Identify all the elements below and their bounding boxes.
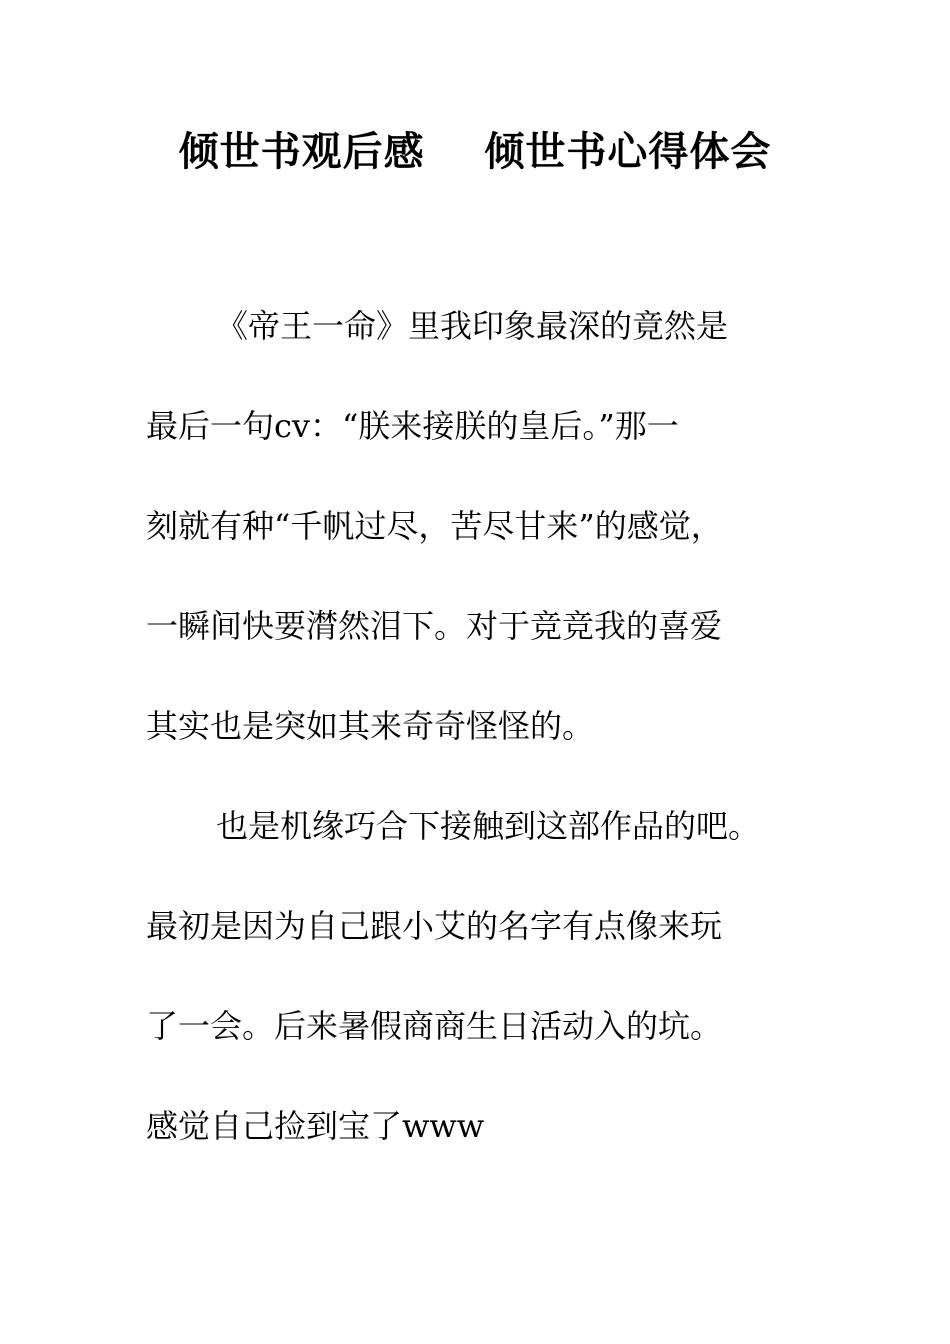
paragraph-1-line-1: 《帝王一命》里我印象最深的竟然是 [216,307,729,345]
document-title: 倾世书观后感 倾世书心得体会 [178,129,772,175]
paragraph-2-line-2: 最初是因为自己跟小艾的名字有点像来玩 [146,907,723,945]
paragraph-1-line-2: 最后一句cv：“朕来接朕的皇后。”那一 [146,407,679,445]
paragraph-1-line-4: 一瞬间快要潸然泪下。对于竞竞我的喜爱 [146,607,723,645]
paragraph-1-line-5: 其实也是突如其来奇奇怪怪的。 [146,707,595,745]
paragraph-2-line-3: 了一会。后来暑假商商生日活动入的坑。 [146,1007,723,1045]
paragraph-1-line-3: 刻就有种“千帆过尽，苦尽甘来”的感觉， [146,507,723,545]
paragraph-2-line-1: 也是机缘巧合下接触到这部作品的吧。 [216,807,761,845]
paragraph-2-line-4: 感觉自己捡到宝了www [146,1107,485,1145]
